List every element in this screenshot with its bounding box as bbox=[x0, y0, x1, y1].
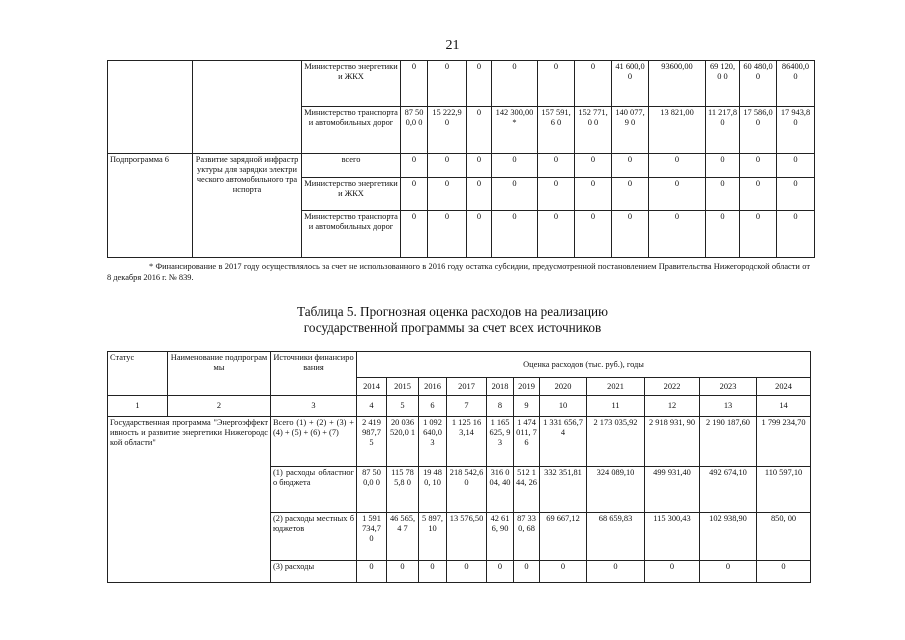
value-cell: 0 bbox=[467, 211, 492, 258]
value-cell: 115 300,43 bbox=[645, 513, 700, 561]
header-estimate: Оценка расходов (тыс. руб.), годы bbox=[357, 352, 811, 378]
value-cell: 0 bbox=[514, 561, 540, 583]
year-cell: 2016 bbox=[419, 378, 447, 396]
year-cell: 2021 bbox=[587, 378, 645, 396]
source-cell: Министерство транспорта и автомобильных дорог bbox=[302, 107, 401, 154]
value-cell: 19 480, 10 bbox=[419, 467, 447, 513]
value-cell: 0 bbox=[538, 178, 575, 211]
value-cell: 0 bbox=[492, 178, 538, 211]
value-cell: 0 bbox=[575, 61, 612, 107]
value-cell: 68 659,83 bbox=[587, 513, 645, 561]
source-cell: Министерство энергетики и ЖКХ bbox=[302, 61, 401, 107]
value-cell: 332 351,81 bbox=[540, 467, 587, 513]
value-cell: 2 190 187,60 bbox=[700, 417, 757, 467]
value-cell: 11 217,8 0 bbox=[706, 107, 740, 154]
column-number: 10 bbox=[540, 396, 587, 417]
value-cell: 0 bbox=[612, 211, 649, 258]
value-cell: 0 bbox=[487, 561, 514, 583]
value-cell: 1 165 625, 93 bbox=[487, 417, 514, 467]
value-cell: 0 bbox=[467, 61, 492, 107]
value-cell: 0 bbox=[777, 211, 815, 258]
column-number: 12 bbox=[645, 396, 700, 417]
value-cell: 69 667,12 bbox=[540, 513, 587, 561]
status-text: Государственная программа bbox=[110, 418, 211, 427]
footnote: * Финансирование в 2017 году осуществлялось за счет не использованного в 2016 году остатка субсидии, предусмотренной постановлением Правительства Нижегородской области от 8 декабря 2016 г. № 839. bbox=[107, 262, 810, 282]
value-cell: 0 bbox=[401, 61, 428, 107]
value-cell: 499 931,40 bbox=[645, 467, 700, 513]
value-cell: 316 004, 40 bbox=[487, 467, 514, 513]
value-cell: 0 bbox=[575, 211, 612, 258]
value-cell: 0 bbox=[538, 211, 575, 258]
value-cell: 0 bbox=[612, 154, 649, 178]
year-cell: 2017 bbox=[447, 378, 487, 396]
value-cell: 0 bbox=[612, 178, 649, 211]
value-cell: 0 bbox=[492, 154, 538, 178]
table-row bbox=[108, 61, 815, 107]
header-name: Наименование подпрограммы bbox=[168, 352, 271, 396]
header-status: Статус bbox=[108, 352, 168, 396]
value-cell: 0 bbox=[467, 107, 492, 154]
value-cell: 1 092 640,0 3 bbox=[419, 417, 447, 467]
value-cell: 13 576,50 bbox=[447, 513, 487, 561]
column-number: 13 bbox=[700, 396, 757, 417]
page-number: 21 bbox=[445, 38, 460, 53]
value-cell: 0 bbox=[447, 561, 487, 583]
column-number: 6 bbox=[419, 396, 447, 417]
value-cell: 0 bbox=[492, 61, 538, 107]
source-cell: всего bbox=[302, 154, 401, 178]
value-cell: 0 bbox=[740, 211, 777, 258]
numbering-row bbox=[108, 396, 811, 417]
value-cell: 0 bbox=[492, 211, 538, 258]
name-cell: Развитие зарядной инфраструктуры для зарядки электрического автомобильного транспорта bbox=[193, 154, 302, 258]
value-cell: 0 bbox=[428, 178, 467, 211]
year-cell: 2014 bbox=[357, 378, 387, 396]
value-cell: 0 bbox=[706, 178, 740, 211]
column-number: 4 bbox=[357, 396, 387, 417]
value-cell: 1 331 656,74 bbox=[540, 417, 587, 467]
value-cell: 86400,0 0 bbox=[777, 61, 815, 107]
value-cell: 0 bbox=[357, 561, 387, 583]
source-cell: (3) расходы bbox=[271, 561, 357, 583]
value-cell: 69 120,0 0 bbox=[706, 61, 740, 107]
value-cell: 15 222,9 0 bbox=[428, 107, 467, 154]
column-number: 11 bbox=[587, 396, 645, 417]
value-cell: 1 125 163,14 bbox=[447, 417, 487, 467]
value-cell: 17 586,00 bbox=[740, 107, 777, 154]
table-caption-line2: государственной программы за счет всех источников bbox=[303, 320, 602, 335]
program-name: "Энергоэффективность и развитие энергетики Нижегородской области" bbox=[110, 418, 268, 447]
value-cell: 87 500,0 0 bbox=[401, 107, 428, 154]
value-cell: 93600,00 bbox=[649, 61, 706, 107]
table-row bbox=[108, 154, 815, 178]
value-cell: 0 bbox=[649, 154, 706, 178]
source-cell: Всего (1) + (2) + (3) + (4) + (5) + (6) + (7) bbox=[271, 417, 357, 467]
value-cell: 0 bbox=[428, 154, 467, 178]
year-cell: 2015 bbox=[387, 378, 419, 396]
column-number: 14 bbox=[757, 396, 811, 417]
year-cell: 2022 bbox=[645, 378, 700, 396]
value-cell: 0 bbox=[538, 154, 575, 178]
value-cell: 157 591,6 0 bbox=[538, 107, 575, 154]
value-cell: 60 480,00 bbox=[740, 61, 777, 107]
header-sources: Источники финансирования bbox=[271, 352, 357, 396]
value-cell: 0 bbox=[777, 178, 815, 211]
value-cell: 0 bbox=[575, 154, 612, 178]
source-cell: (2) расходы местных бюджетов bbox=[271, 513, 357, 561]
table-caption-line1: Таблица 5. Прогнозная оценка расходов на реализацию bbox=[297, 304, 608, 319]
value-cell: 42 616, 90 bbox=[487, 513, 514, 561]
value-cell: 0 bbox=[757, 561, 811, 583]
name-cell bbox=[193, 61, 302, 154]
source-cell: Министерство энергетики и ЖКХ bbox=[302, 178, 401, 211]
value-cell: 0 bbox=[540, 561, 587, 583]
value-cell: 0 bbox=[740, 154, 777, 178]
value-cell: 152 771,0 0 bbox=[575, 107, 612, 154]
source-cell: (1) расходы областного бюджета bbox=[271, 467, 357, 513]
forecast-expenses-table bbox=[107, 351, 811, 583]
value-cell: 140 077,9 0 bbox=[612, 107, 649, 154]
value-cell: 0 bbox=[587, 561, 645, 583]
value-cell: 20 036 520,0 1 bbox=[387, 417, 419, 467]
value-cell: 0 bbox=[700, 561, 757, 583]
value-cell: 850, 00 bbox=[757, 513, 811, 561]
value-cell: 0 bbox=[419, 561, 447, 583]
value-cell: 0 bbox=[706, 154, 740, 178]
value-cell: 2 918 931, 90 bbox=[645, 417, 700, 467]
value-cell: 1 591 734,7 0 bbox=[357, 513, 387, 561]
status-cell bbox=[108, 61, 193, 154]
value-cell: 512 144, 26 bbox=[514, 467, 540, 513]
value-cell: 1 799 234,70 bbox=[757, 417, 811, 467]
value-cell: 0 bbox=[740, 178, 777, 211]
year-cell: 2023 bbox=[700, 378, 757, 396]
year-cell: 2020 bbox=[540, 378, 587, 396]
value-cell: 110 597,10 bbox=[757, 467, 811, 513]
value-cell: 0 bbox=[777, 154, 815, 178]
value-cell: 2 173 035,92 bbox=[587, 417, 645, 467]
value-cell: 0 bbox=[428, 211, 467, 258]
value-cell: 0 bbox=[467, 154, 492, 178]
year-cell: 2024 bbox=[757, 378, 811, 396]
value-cell: 0 bbox=[575, 178, 612, 211]
value-cell: 46 565,4 7 bbox=[387, 513, 419, 561]
value-cell: 0 bbox=[428, 61, 467, 107]
column-number: 2 bbox=[168, 396, 271, 417]
column-number: 1 bbox=[108, 396, 168, 417]
value-cell: 0 bbox=[645, 561, 700, 583]
value-cell: 0 bbox=[649, 211, 706, 258]
source-cell: Министерство транспорта и автомобильных дорог bbox=[302, 211, 401, 258]
value-cell: 218 542,60 bbox=[447, 467, 487, 513]
value-cell: 115 785,8 0 bbox=[387, 467, 419, 513]
value-cell: 13 821,00 bbox=[649, 107, 706, 154]
value-cell: 0 bbox=[401, 211, 428, 258]
column-number: 3 bbox=[271, 396, 357, 417]
value-cell: 0 bbox=[387, 561, 419, 583]
year-cell: 2018 bbox=[487, 378, 514, 396]
value-cell: 1 474 011, 76 bbox=[514, 417, 540, 467]
value-cell: 0 bbox=[538, 61, 575, 107]
table-row bbox=[108, 417, 811, 467]
column-number: 7 bbox=[447, 396, 487, 417]
year-cell: 2019 bbox=[514, 378, 540, 396]
value-cell: 0 bbox=[401, 154, 428, 178]
value-cell: 2 419 987,7 5 bbox=[357, 417, 387, 467]
value-cell: 0 bbox=[649, 178, 706, 211]
value-cell: 102 938,90 bbox=[700, 513, 757, 561]
value-cell: 324 089,10 bbox=[587, 467, 645, 513]
column-number: 5 bbox=[387, 396, 419, 417]
column-number: 9 bbox=[514, 396, 540, 417]
value-cell: 87 500,0 0 bbox=[357, 467, 387, 513]
value-cell: 5 897, 10 bbox=[419, 513, 447, 561]
value-cell: 0 bbox=[401, 178, 428, 211]
value-cell: 142 300,00 * bbox=[492, 107, 538, 154]
value-cell: 492 674,10 bbox=[700, 467, 757, 513]
value-cell: 17 943,80 bbox=[777, 107, 815, 154]
funding-table-continuation bbox=[107, 60, 815, 258]
header-row bbox=[108, 352, 811, 378]
program-cell bbox=[108, 417, 271, 583]
value-cell: 87 330, 68 bbox=[514, 513, 540, 561]
value-cell: 41 600,0 0 bbox=[612, 61, 649, 107]
value-cell: 0 bbox=[706, 211, 740, 258]
column-number: 8 bbox=[487, 396, 514, 417]
value-cell: 0 bbox=[467, 178, 492, 211]
status-cell: Подпрограмма 6 bbox=[108, 154, 193, 258]
